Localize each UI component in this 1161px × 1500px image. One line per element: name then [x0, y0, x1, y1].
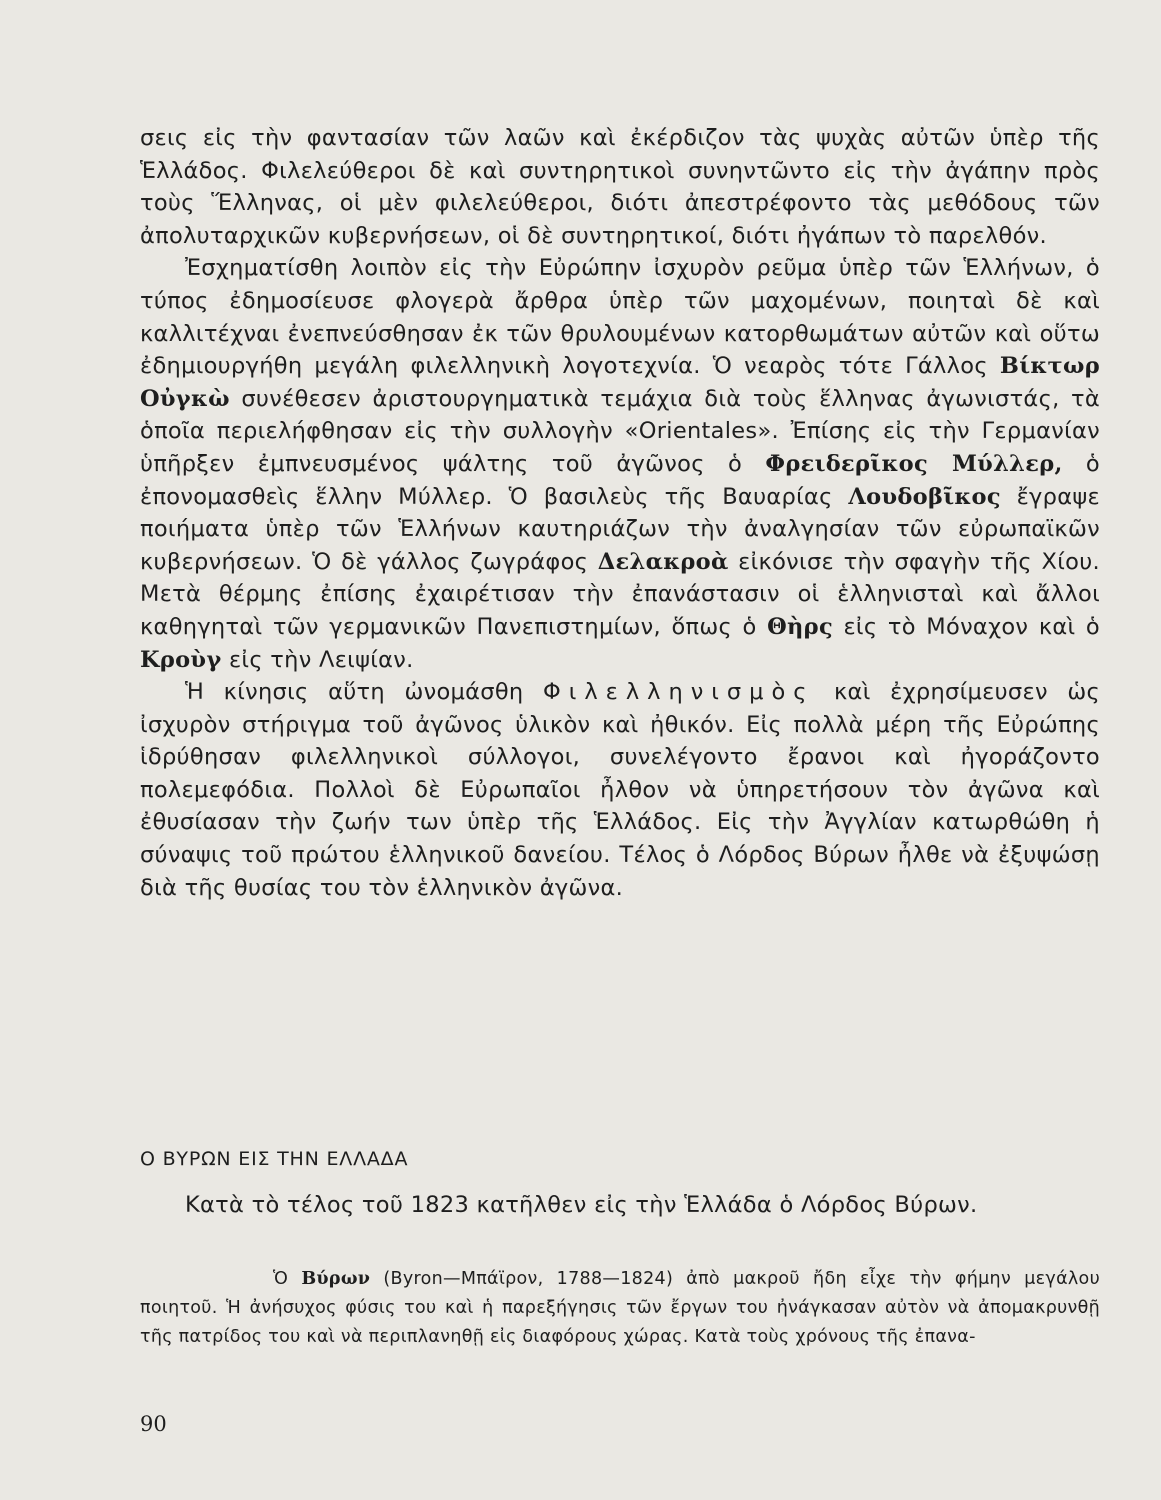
paragraph-3: Ἡ κίνησις αὕτη ὠνομάσθη Φιλελληνισμὸς καὶ ἐχρησίμευσεν ὡς ἰσχυρὸν στήριγμα τοῦ ἀγῶνος ὑλικὸν καὶ ἠθικόν. Εἰς πολλὰ μέρη τῆς Εὐρώπης ἱδρύθησαν φιλελληνικοὶ σύλλογοι, συνελέγοντο ἔρανοι καὶ ἠγοράζοντο πολεμεφόδια. Πολλοὶ δὲ Εὐρωπαῖοι ἦλθον νὰ ὑπηρετήσουν τὸν ἀγῶνα καὶ ἐθυσίασαν τὴν ζωήν των ὑπὲρ τῆς Ἑλλάδος. Εἰς τὴν Ἀγγλίαν κατωρθώθη ἡ σύναψις τοῦ πρώτου ἑλληνικοῦ δανείου. Τέλος ὁ Λόρδος Βύρων ἦλθε νὰ ἐξυψώσῃ διὰ τῆς θυσίας του τὸν ἑλληνικὸν ἀγῶνα.	[140, 679, 1100, 901]
section-paragraph: Κατὰ τὸ τέλος τοῦ 1823 κατῆλθεν εἰς τὴν Ἑλλάδα ὁ Λόρδος Βύρων.	[185, 1192, 978, 1218]
name-krug: Κροὺγ	[140, 646, 222, 673]
name-byron: Βύρων	[301, 1269, 371, 1289]
page-number: 90	[140, 1412, 167, 1436]
term-philhellenism: Φιλελληνισμὸς	[543, 679, 815, 706]
name-delacroix: Δελακροὰ	[597, 548, 729, 575]
main-text	[140, 122, 1100, 904]
section-heading: Ο ΒΥΡΩΝ ΕΙΣ ΤΗΝ ΕΛΛΑΔΑ	[140, 1148, 409, 1170]
name-friedrich-muller: Φρειδερῖκος Μύλλερ,	[765, 450, 1063, 477]
paragraph-1: σεις εἰς τὴν φαντασίαν τῶν λαῶν καὶ ἐκέρδιζον τὰς ψυχὰς αὐτῶν ὑπὲρ τῆς Ἑλλάδος. Φιλελεύθεροι δὲ καὶ συντηρητικοὶ συνηντῶντο εἰς τὴν ἀγάπην πρὸς τοὺς Ἕλληνας, οἱ μὲν φιλελεύθεροι, διότι ἀπεστρέφοντο τὰς μεθόδους τῶν ἀπολυταρχικῶν κυβερνήσεων, οἱ δὲ συντηρητικοί, διότι ἠγάπων τὸ παρελθόν.	[140, 125, 1100, 249]
name-ludwig: Λουδοβῖκος	[848, 483, 1001, 510]
footnote	[140, 1265, 1100, 1352]
section-text	[140, 1188, 1100, 1223]
footnote-paragraph: Ὁ Βύρων (Byron—Μπάϊρον, 1788—1824) ἀπὸ μακροῦ ἤδη εἶχε τὴν φήμην μεγάλου ποιητοῦ. Ἡ ἀνήσυχος φύσις του καὶ ἡ παρεξήγησις τῶν ἔργων του ἠνάγκασαν αὐτὸν νὰ ἀπομακρυνθῇ τῆς πατρίδος του καὶ νὰ περιπλανηθῇ εἰς διαφόρους χώρας. Κατὰ τοὺς χρόνους τῆς ἐπανα-	[140, 1269, 1100, 1347]
name-thiersch: Θὴρς	[767, 613, 833, 640]
name-victor-hugo: Βίκτωρ Οὐγκὼ	[140, 353, 1100, 412]
paragraph-2: Ἐσχηματίσθη λοιπὸν εἰς τὴν Εὐρώπην ἰσχυρὸν ρεῦμα ὑπὲρ τῶν Ἑλλήνων, ὁ τύπος ἐδημοσίευσε φλογερὰ ἄρθρα ὑπὲρ τῶν μαχομένων, ποιηταὶ δὲ καὶ καλλιτέχναι ἐνεπνεύσθησαν ἐκ τῶν θρυλουμένων κατορθωμάτων αὐτῶν καὶ οὕτω ἐδημιουργήθη μεγάλη φιλελληνικὴ λογοτεχνία. Ὁ νεαρὸς τότε Γάλλος Βίκτωρ Οὐγκὼ συνέθεσεν ἀριστουργηματικὰ τεμάχια διὰ τοὺς ἕλληνας ἀγωνιστάς, τὰ ὁποῖα περιελήφθησαν εἰς τὴν συλλογὴν «Orientales». Ἐπίσης εἰς τὴν Γερμανίαν ὑπῆρξεν ἐμπνευσμένος ψάλτης τοῦ ἀγῶνος ὁ Φρειδερῖκος Μύλλερ, ὁ ἐπονομασθεὶς ἕλλην Μύλλερ. Ὁ βασιλεὺς τῆς Βαυαρίας Λουδοβῖκος ἔγραψε ποιήματα ὑπὲρ τῶν Ἑλλήνων καυτηριάζων τὴν ἀναλγησίαν τῶν εὐρωπαϊκῶν κυβερνήσεων. Ὁ δὲ γάλλος ζωγράφος Δελακροὰ εἰκόνισε τὴν σφαγὴν τῆς Χίου. Μετὰ θέρμης ἐπίσης ἐχαιρέτισαν τὴν ἐπανάστασιν οἱ ἑλληνισταὶ καὶ ἄλλοι καθηγηταὶ τῶν γερμανικῶν Πανεπιστημίων, ὅπως ὁ Θὴρς εἰς τὸ Μόναχον καὶ ὁ Κροὺγ εἰς τὴν Λειψίαν.	[140, 255, 1100, 673]
